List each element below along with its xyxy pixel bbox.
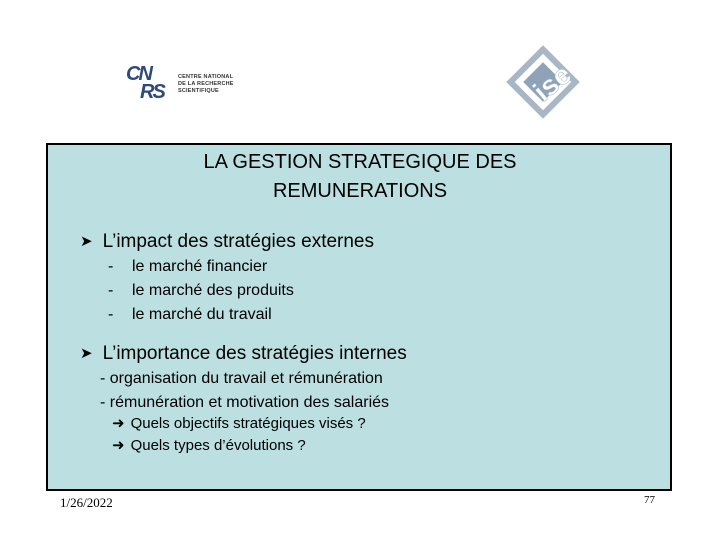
svg-text:CN: CN: [126, 63, 151, 85]
right-arrow-icon: ➜: [112, 415, 125, 432]
question-item: ➜ Quels types d’évolutions ?: [112, 435, 306, 457]
list-item: - organisation du travail et rémunération: [100, 370, 383, 387]
question-item: ➜ Quels objectifs stratégiques visés ?: [112, 413, 366, 435]
section-1-heading-text: L’impact des stratégies externes: [102, 231, 374, 252]
cnrs-logo-mark-icon: [124, 58, 174, 102]
footer-date: 1/26/2022: [60, 495, 113, 510]
cnrs-logo-caption: CENTRE NATIONAL DE LA RECHERCHE SCIENTIFIQUE: [178, 74, 234, 94]
right-arrow-icon: ➜: [112, 437, 125, 454]
list-item: - le marché des produits: [108, 282, 294, 299]
slide-title-line-2: REMUNERATIONS: [272, 180, 448, 202]
list-item: - rémunération et motivation des salariés: [100, 394, 390, 411]
cnrs-logo: [124, 58, 244, 106]
list-item: - le marché financier: [108, 258, 268, 275]
section-2-heading-text: L’importance des stratégies internes: [102, 343, 407, 364]
page-number: 77: [644, 494, 655, 506]
arrowhead-bullet-icon: ➤: [80, 233, 93, 250]
list-item: - le marché du travail: [108, 306, 272, 323]
section-1-heading: [80, 231, 374, 253]
slide-title: [0, 148, 720, 206]
svg-text:RS: RS: [140, 81, 164, 102]
slide-title-line-1: LA GESTION STRATEGIQUE DES: [203, 151, 517, 173]
ise-logo-text: ise: [527, 58, 578, 108]
section-2-heading: [80, 343, 407, 365]
ise-logo: [500, 42, 586, 122]
arrowhead-bullet-icon: ➤: [80, 345, 93, 362]
